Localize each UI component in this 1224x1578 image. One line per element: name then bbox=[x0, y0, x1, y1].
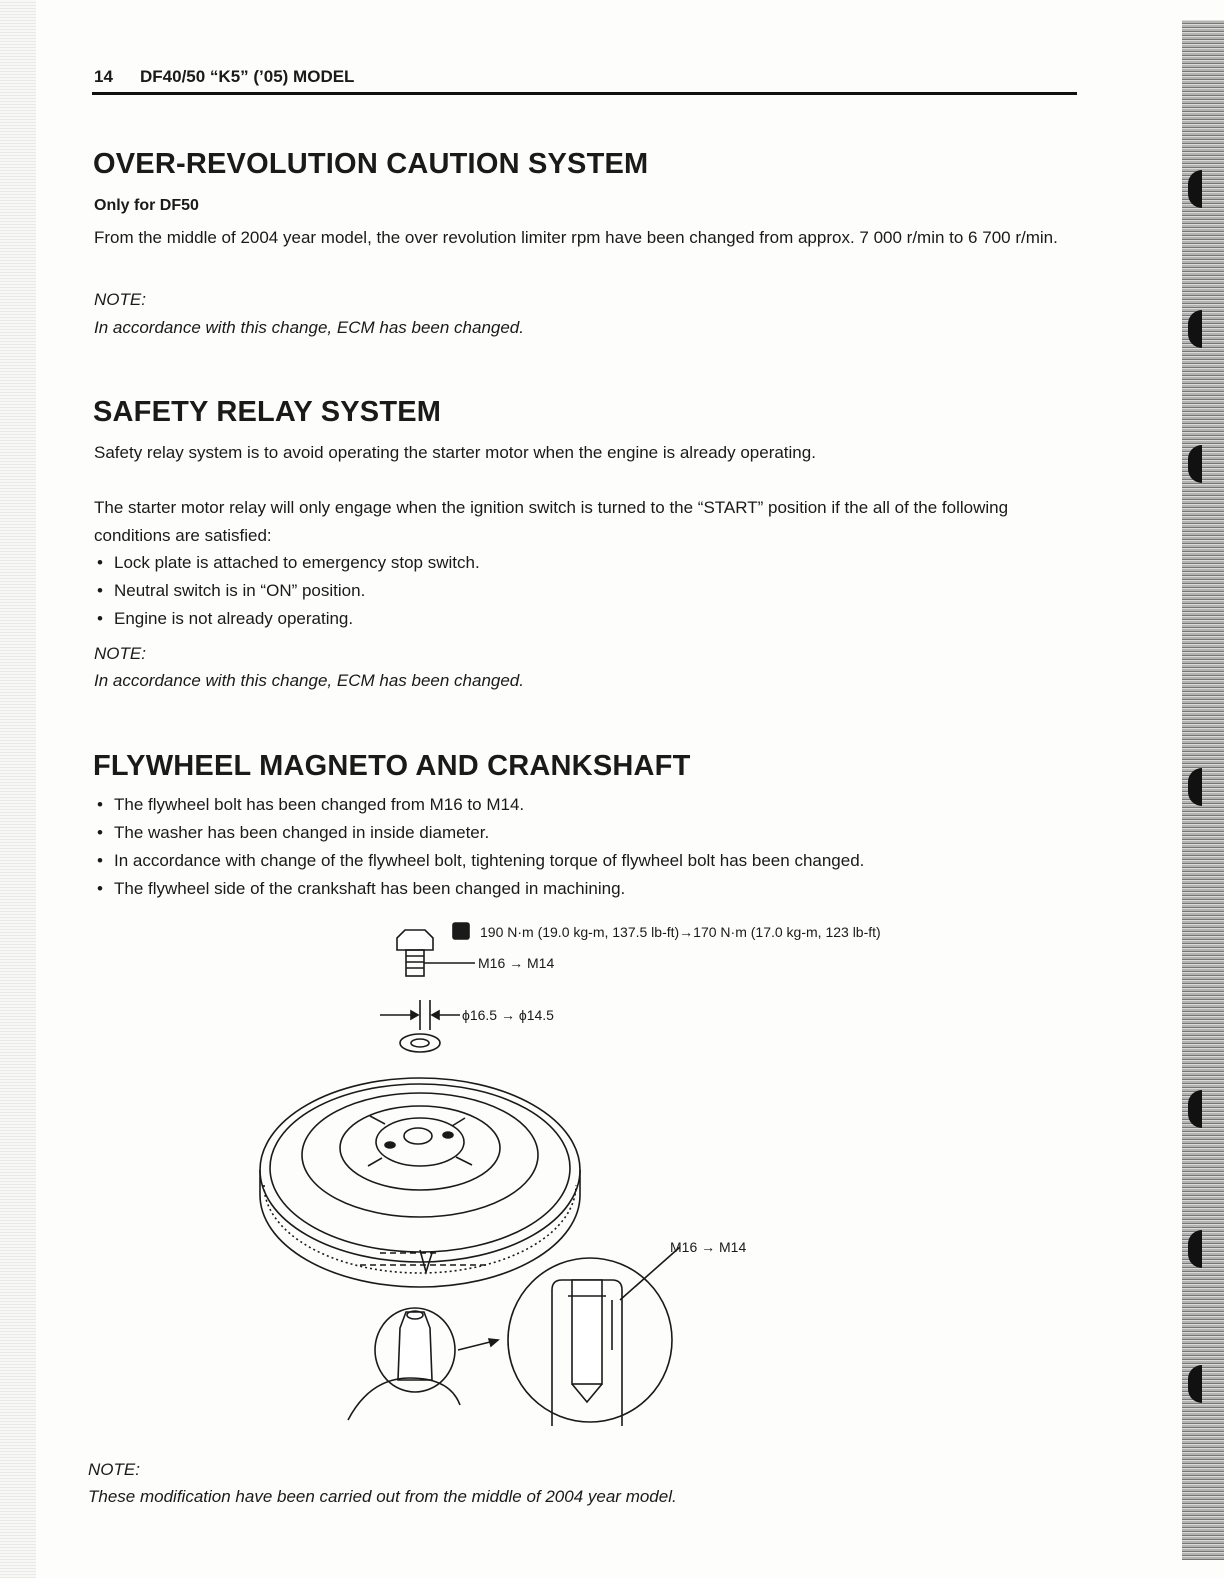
crank-thread-label: M16 → M14 bbox=[670, 1239, 747, 1255]
flywheel-illustration bbox=[260, 1078, 580, 1287]
paragraph: The starter motor relay will only engage when the ignition switch is turned to the “START” position if the all of the following conditions are satisfied: bbox=[94, 498, 1009, 545]
list-item: • Engine is not already operating. bbox=[94, 605, 480, 633]
torque-label: 190 N·m (19.0 kg-m, 137.5 lb-ft)→170 N·m (17.0 kg-m, 123 lb-ft) bbox=[480, 924, 881, 940]
list-item: • The flywheel bolt has been changed from M16 to M14. bbox=[94, 791, 864, 819]
revision-mark bbox=[1188, 1090, 1202, 1128]
list-item: • The flywheel side of the crankshaft has been changed in machining. bbox=[94, 875, 864, 903]
revision-mark bbox=[1188, 170, 1202, 208]
list-item: • Neutral switch is in “ON” position. bbox=[94, 577, 480, 605]
note-text: In accordance with this change, ECM has been changed. bbox=[94, 318, 524, 337]
list-item: • Lock plate is attached to emergency stop switch. bbox=[94, 549, 480, 577]
page-number: 14 bbox=[94, 67, 113, 86]
note-label: NOTE: bbox=[94, 290, 146, 309]
flywheel-figure bbox=[250, 910, 990, 1430]
washer-diameter-label: ϕ16.5 → ϕ14.5 bbox=[462, 1007, 554, 1023]
revision-mark bbox=[1188, 445, 1202, 483]
changes-list bbox=[94, 791, 864, 903]
conditions-list bbox=[94, 549, 480, 633]
revision-mark bbox=[1188, 1230, 1202, 1268]
washer-illustration bbox=[380, 1000, 460, 1052]
bolt-size-label: M16 → M14 bbox=[478, 955, 555, 971]
section-title-safety-relay: SAFETY RELAY SYSTEM bbox=[93, 396, 442, 428]
note-text: In accordance with this change, ECM has been changed. bbox=[94, 671, 524, 690]
note-text: These modification have been carried out from the middle of 2004 year model. bbox=[88, 1487, 677, 1506]
revision-mark bbox=[1188, 310, 1202, 348]
note-label: NOTE: bbox=[88, 1460, 140, 1479]
list-item: • In accordance with change of the flywheel bolt, tightening torque of flywheel bolt has been changed. bbox=[94, 847, 864, 875]
revision-mark bbox=[1188, 768, 1202, 806]
section-title-flywheel: FLYWHEEL MAGNETO AND CRANKSHAFT bbox=[93, 750, 691, 782]
model-title: DF40/50 “K5” (’05) MODEL bbox=[140, 67, 355, 86]
paragraph: From the middle of 2004 year model, the over revolution limiter rpm have been changed from approx. 7 000 r/min to 6 700 r/min. bbox=[94, 228, 1058, 247]
scan-edge-left bbox=[0, 0, 36, 1578]
page-header bbox=[92, 62, 1077, 95]
torque-icon bbox=[453, 923, 469, 939]
revision-mark bbox=[1188, 1365, 1202, 1403]
paragraph: Safety relay system is to avoid operating the starter motor when the engine is already operating. bbox=[94, 443, 816, 462]
section-subtitle: Only for DF50 bbox=[94, 197, 199, 214]
crankshaft-illustration bbox=[348, 1247, 680, 1426]
list-item: • The washer has been changed in inside diameter. bbox=[94, 819, 864, 847]
note-label: NOTE: bbox=[94, 644, 146, 663]
section-title-over-revolution: OVER-REVOLUTION CAUTION SYSTEM bbox=[93, 148, 649, 180]
